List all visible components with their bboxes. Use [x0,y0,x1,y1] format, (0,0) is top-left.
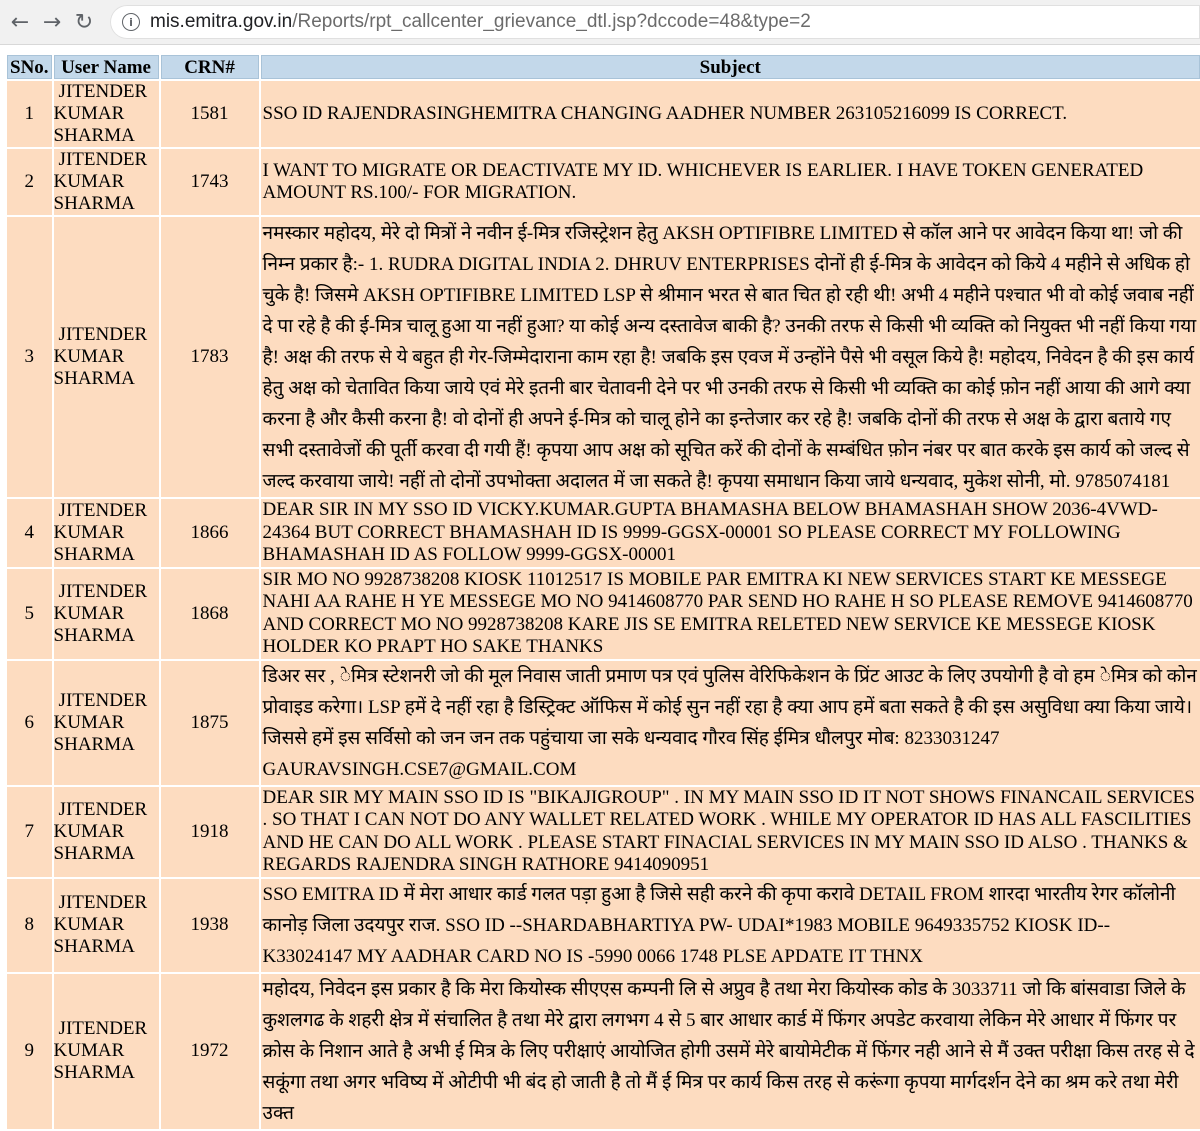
cell-sno: 8 [7,879,52,972]
user-name-part: SHARMA [53,543,135,565]
cell-sno: 7 [7,787,52,877]
cell-subject: महोदय, निवेदन इस प्रकार है कि मेरा कियोस्क सीएएस कम्पनी लि से अप्रुव है तथा मेरा कियोस्क कोड के 3033711 जो कि बांसवाडा जिले के कुशलगढ के शहरी क्षेत्र में संचालित है तथा मेरे द्वारा लगभग 4 से 5 बार आधार कार्ड में फिंगर अपडेट करवाया लेकिन मेरे आधार में फिंगर पर क्रोस के निशान आते है अभी ई मित्र के लिए परीक्षाएं आयोजित होगी उसमें मेरे बायोमेटीक में फिंगर नही आने से मैं उक्त परीक्षा किस तरह से दे सकूंगा तथा अगर भविष्य में ओटीपी भी बंद हो जाती है तो मैं ई मित्र पर कार्य किस तरह से करूंगा कृपया मार्गदर्शन देने का श्रम करे तथा मेरी उक्त [261,974,1200,1129]
table-body [7,81,1200,1129]
cell-subject: नमस्कार महोदय, मेरे दो मित्रों ने नवीन ई-मित्र रजिस्ट्रेशन हेतु AKSH OPTIFIBRE LIMITED से कॉल आने पर आवेदन किया था! जो की निम्न प्रकार है:- 1. RUDRA DIGITAL INDIA 2. DHRUV ENTERPRISES दोनों ही ई-मित्र के आवेदन को किये 4 महीने से अधिक हो चुके है! जिसमे AKSH OPTIFIBRE LIMITED LSP से श्रीमान भरत से बात चित हो रही थी! अभी 4 महीने पश्चात भी वो कोई जवाब नहीं दे पा रहे है की ई-मित्र चालू हुआ या नहीं हुआ? या कोई अन्य दस्तावेज बाकी है? उनकी तरफ से किसी भी व्यक्ति को नियुक्त भी नहीं किया गया है! अक्ष की तरफ से ये बहुत ही गेर-जिम्मेदाराना काम रहा है! जबकि इस एवज में उन्होंने पैसे भी वसूल किये है! महोदय, निवेदन है की इस कार्य हेतु अक्ष को चेतावित किया जाये एवं मेरे इतनी बार चेतावनी देने पर भी उनकी तरफ से किसी भी व्यक्ति का कोई फ़ोन नहीं आया की आगे क्या करना है और कैसी करना है! वो दोनों ही अपने ई-मित्र को चालू होने का इन्तेजार कर रहे है! जबकि दोनों की तरफ से अक्ष के द्वारा बताये गए सभी दस्तावेजों की पूर्ती करवा दी गयी हैं! कृपया आप अक्ष को सूचित करें की दोनों के सम्बंधित फ़ोन नंबर पर बात करके इस कार्य को जल्द से जल्द करवाया जाये! नहीं तो दोनों उपभोक्ता अदालत में जा सकते है! कृपया समाधान किया जाये धन्यवाद, मुकेश सोनी, मो. 9785074181 [261,217,1200,497]
header-crn: CRN# [161,55,259,79]
table-row [7,879,1200,972]
cell-crn: 1972 [161,974,259,1129]
table-row [7,81,1200,147]
cell-crn: 1581 [161,81,259,147]
cell-crn: 1875 [161,661,259,785]
cell-crn: 1743 [161,149,259,215]
cell-sno: 4 [7,499,52,567]
cell-sno: 5 [7,569,52,659]
user-name-part: KUMAR [53,346,125,367]
cell-user-name [54,661,159,785]
cell-crn: 1866 [161,499,259,567]
user-name-part: KUMAR [53,602,125,624]
cell-user-name [54,569,159,659]
cell-user-name [54,974,159,1129]
user-name-part: JITENDER [58,1018,148,1039]
info-icon[interactable]: i [122,13,140,31]
user-name-part: SHARMA [53,624,135,646]
user-name-part: SHARMA [53,1062,135,1083]
user-name-part: KUMAR [53,103,125,124]
user-name-part: JITENDER [58,689,148,711]
user-name-part: JITENDER [58,324,148,345]
user-name-part: JITENDER [58,892,148,913]
table-row [7,787,1200,877]
reload-icon[interactable]: ↻ [74,9,94,35]
arrow-right-icon[interactable]: → [42,9,62,35]
address-bar[interactable] [110,5,1200,39]
arrow-left-icon[interactable]: ← [10,9,30,35]
table-header-row [7,55,1200,79]
report-content [0,45,1200,1131]
cell-subject: I WANT TO MIGRATE OR DEACTIVATE MY ID. WHICHEVER IS EARLIER. I HAVE TOKEN GENERATED AMOUNT RS.100/- FOR MIGRATION. [261,149,1200,215]
cell-crn: 1783 [161,217,259,497]
cell-sno: 6 [7,661,52,785]
user-name-part: JITENDER [58,81,148,102]
table-row [7,661,1200,785]
table-row [7,217,1200,497]
cell-subject: SIR MO NO 9928738208 KIOSK 11012517 IS MOBILE PAR EMITRA KI NEW SERVICES START KE MESSEGE NAHI AA RAHE H YE MESSEGE MO NO 9414608770 PAR SEND HO RAHE H SO PLEASE REMOVE 9414608770 AND CORRECT MO NO 9928738208 KARE JIS SE EMITRA RELETED NEW SERVICE KE MESSEGE KIOSK HOLDER KO PRAPT HO SAKE THANKS [261,569,1200,659]
cell-subject: SSO EMITRA ID में मेरा आधार कार्ड गलत पड़ा हुआ है जिसे सही करने की कृपा करावे DETAIL FROM शारदा भारतीय रेगर कॉलोनी कानोड़ जिला उदयपुर राज. SSO ID --SHARDABHARTIYA PW- UDAI*1983 MOBILE 9649335752 KIOSK ID--K33024147 MY AADHAR CARD NO IS -5990 0066 1748 PLSE APDATE IT THNX [261,879,1200,972]
cell-user-name [54,787,159,877]
table-row [7,569,1200,659]
cell-sno: 3 [7,217,52,497]
browser-toolbar [0,0,1200,45]
user-name-part: JITENDER [58,580,148,602]
header-subject: Subject [261,55,1200,79]
cell-subject: DEAR SIR IN MY SSO ID VICKY.KUMAR.GUPTA BHAMASHA BELOW BHAMASHAH SHOW 2036-4VWD-24364 BUT CORRECT BHAMASHAH ID IS 9999-GGSX-00001 SO PLEASE CORRECT MY FOLLOWING BHAMASHAH ID AS FOLLOW 9999-GGSX-00001 [261,499,1200,567]
cell-user-name [54,879,159,972]
url-path: /Reports/rpt_callcenter_grievance_dtl.jsp?dccode=48&type=2 [292,11,811,32]
table-row [7,149,1200,215]
user-name-part: SHARMA [53,193,135,214]
cell-crn: 1868 [161,569,259,659]
cell-crn: 1918 [161,787,259,877]
user-name-part: KUMAR [53,711,125,733]
cell-user-name [54,217,159,497]
user-name-part: JITENDER [58,149,148,170]
user-name-part: KUMAR [53,820,125,842]
user-name-part: SHARMA [53,733,135,755]
cell-sno: 1 [7,81,52,147]
user-name-part: JITENDER [58,798,148,820]
url-host: mis.emitra.gov.in [150,11,293,32]
url-text[interactable] [150,11,811,33]
cell-user-name [54,149,159,215]
user-name-part: KUMAR [53,1040,125,1061]
user-name-part: KUMAR [53,171,125,192]
user-name-part: KUMAR [53,521,125,543]
cell-subject: SSO ID RAJENDRASINGHEMITRA CHANGING AADHER NUMBER 263105216099 IS CORRECT. [261,81,1200,147]
user-name-part: SHARMA [53,368,135,389]
header-user-name: User Name [54,55,159,79]
user-name-part: SHARMA [53,842,135,864]
table-row [7,974,1200,1129]
cell-sno: 9 [7,974,52,1129]
grievance-table [5,53,1200,1131]
cell-user-name [54,499,159,567]
user-name-part: SHARMA [53,936,135,957]
user-name-part: SHARMA [53,125,135,146]
cell-crn: 1938 [161,879,259,972]
table-row [7,499,1200,567]
cell-user-name [54,81,159,147]
header-sno: SNo. [7,55,52,79]
cell-sno: 2 [7,149,52,215]
user-name-part: JITENDER [58,499,148,521]
cell-subject: डिअर सर , ेमित्र स्टेशनरी जो की मूल निवास जाती प्रमाण पत्र एवं पुलिस वेरिफिकेशन के प्रिंट आउट के लिए उपयोगी है वो हम ेमित्र को कोन प्रोवाइड करेगा। LSP हमें दे नहीं रहा है डिस्ट्रिक्ट ऑफिस में कोई सुन नहीं रहा है क्या आप हमें बता सकते है की इस असुविधा क्या किया जाये। जिससे हमें इस सर्विसो को जन जन तक पहुंचाया जा सके धन्यवाद गौरव सिंह ईमित्र धौलपुर मोब: 8233031247 GAURAVSINGH.CSE7@GMAIL.COM [261,661,1200,785]
user-name-part: KUMAR [53,914,125,935]
cell-subject: DEAR SIR MY MAIN SSO ID IS "BIKAJIGROUP" . IN MY MAIN SSO ID IT NOT SHOWS FINANCAIL SERVICES . SO THAT I CAN NOT DO ANY WALLET RELATED WORK . WHILE MY OPERATOR ID HAS ALL FASCILITIES AND HE CAN DO ALL WORK . PLEASE START FINACIAL SERVICES IN MY MAIN SSO ID ALSO . THANKS & REGARDS RAJENDRA SINGH RATHORE 9414090951 [261,787,1200,877]
